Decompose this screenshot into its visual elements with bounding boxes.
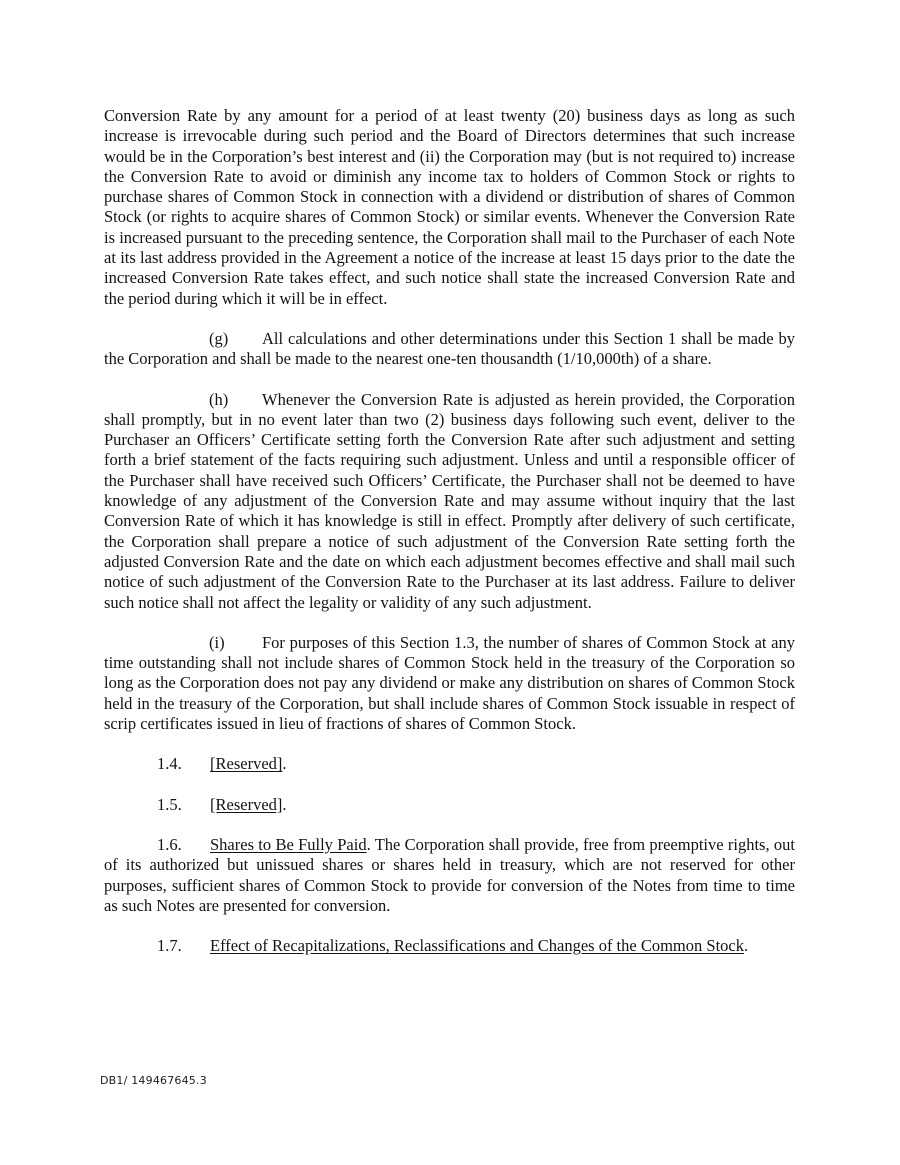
section-1-4-heading: [Reserved] (210, 754, 283, 774)
section-1-6-period: . (366, 834, 371, 854)
clause-i-text: For purposes of this Section 1.3, the number of shares of Common Stock at any time outstanding shall not include shares of Common Stock held in the treasury of the Corporation so long as the Corporation does not pay any dividend or make any distribution on shares of Common Stock held in the treasury of the Corporation, but shall include shares of Common Stock issuable in respect of scrip certificates issued in lieu of fractions of shares of Common Stock. (104, 632, 795, 734)
section-1-7 (104, 936, 795, 956)
section-1-5-number: 1.5. (157, 794, 182, 814)
clause-letter-i: (i) (209, 632, 225, 652)
section-1-7-number: 1.7. (157, 936, 182, 956)
section-1-7-period: . (743, 936, 749, 956)
section-1-7-heading: Effect of Recapitalizations, Reclassifications and Changes of the Common Stock (210, 936, 744, 956)
clause-h (104, 390, 795, 613)
clause-h-text: Whenever the Conversion Rate is adjusted as herein provided, the Corporation shall promptly, but in no event later than two (2) business days following such event, deliver to the Purchaser an Officers’ Certificate setting forth the Conversion Rate after such adjustment and setting forth a brief statement of the facts requiring such adjustment. Unless and until a responsible officer of the Purchaser shall have received such Officers’ Certificate, the Purchaser shall not be deemed to have knowledge of any adjustment of the Conversion Rate and may assume without inquiry that the last Conversion Rate of which it has knowledge is still in effect. Promptly after delivery of such certificate, the Corporation shall prepare a notice of such adjustment of the Conversion Rate setting forth the adjusted Conversion Rate and the date on which each adjustment becomes effective and shall mail such notice of such adjustment of the Conversion Rate to the Purchaser at its last address. Failure to deliver such notice shall not affect the legality or validity of any such adjustment. (104, 389, 795, 612)
clause-g-text: All calculations and other determinations under this Section 1 shall be made by the Corporation and shall be made to the nearest one-ten thousandth (1/10,000th) of a share. (104, 328, 795, 369)
section-1-4-period: . (282, 754, 287, 774)
document-body (104, 106, 795, 956)
section-1-4-number: 1.4. (157, 754, 182, 774)
section-1-6-heading: Shares to Be Fully Paid (210, 834, 367, 854)
clause-i (104, 633, 795, 734)
section-1-5-period: . (282, 794, 287, 814)
section-1-6-number: 1.6. (157, 834, 182, 854)
clause-g (104, 329, 795, 370)
paragraph-continuation: Conversion Rate by any amount for a period of at least twenty (20) business days as long as such increase is irrevocable during such period and the Board of Directors determines that such increase would be in the Corporation’s best interest and (ii) the Corporation may (but is not required to) increase the Conversion Rate to avoid or diminish any income tax to holders of Common Stock or rights to purchase shares of Common Stock in connection with a dividend or distribution of shares of Common Stock (or rights to acquire shares of Common Stock) or similar events. Whenever the Conversion Rate is increased pursuant to the preceding sentence, the Corporation shall mail to the Purchaser of each Note at its last address provided in the Agreement a notice of the increase at least 15 days prior to the date the increased Conversion Rate takes effect, and such notice shall state the increased Conversion Rate and the period during which it will be in effect. (104, 106, 795, 308)
section-1-6 (104, 835, 795, 916)
section-1-5-heading: [Reserved] (210, 794, 283, 814)
footer-doc-id: DB1/ 149467645.3 (100, 1074, 207, 1087)
clause-letter-g: (g) (209, 328, 229, 348)
section-1-4 (104, 754, 795, 774)
clause-letter-h: (h) (209, 389, 229, 409)
section-1-5 (104, 795, 795, 815)
section-1-6-body: The Corporation shall provide, free from preemptive rights, out of its authorized but unissued shares or shares held in treasury, which are not reserved for other purposes, sufficient shares of Common Stock to provide for conversion of the Notes from time to time as such Notes are presented for conversion. (104, 834, 795, 915)
